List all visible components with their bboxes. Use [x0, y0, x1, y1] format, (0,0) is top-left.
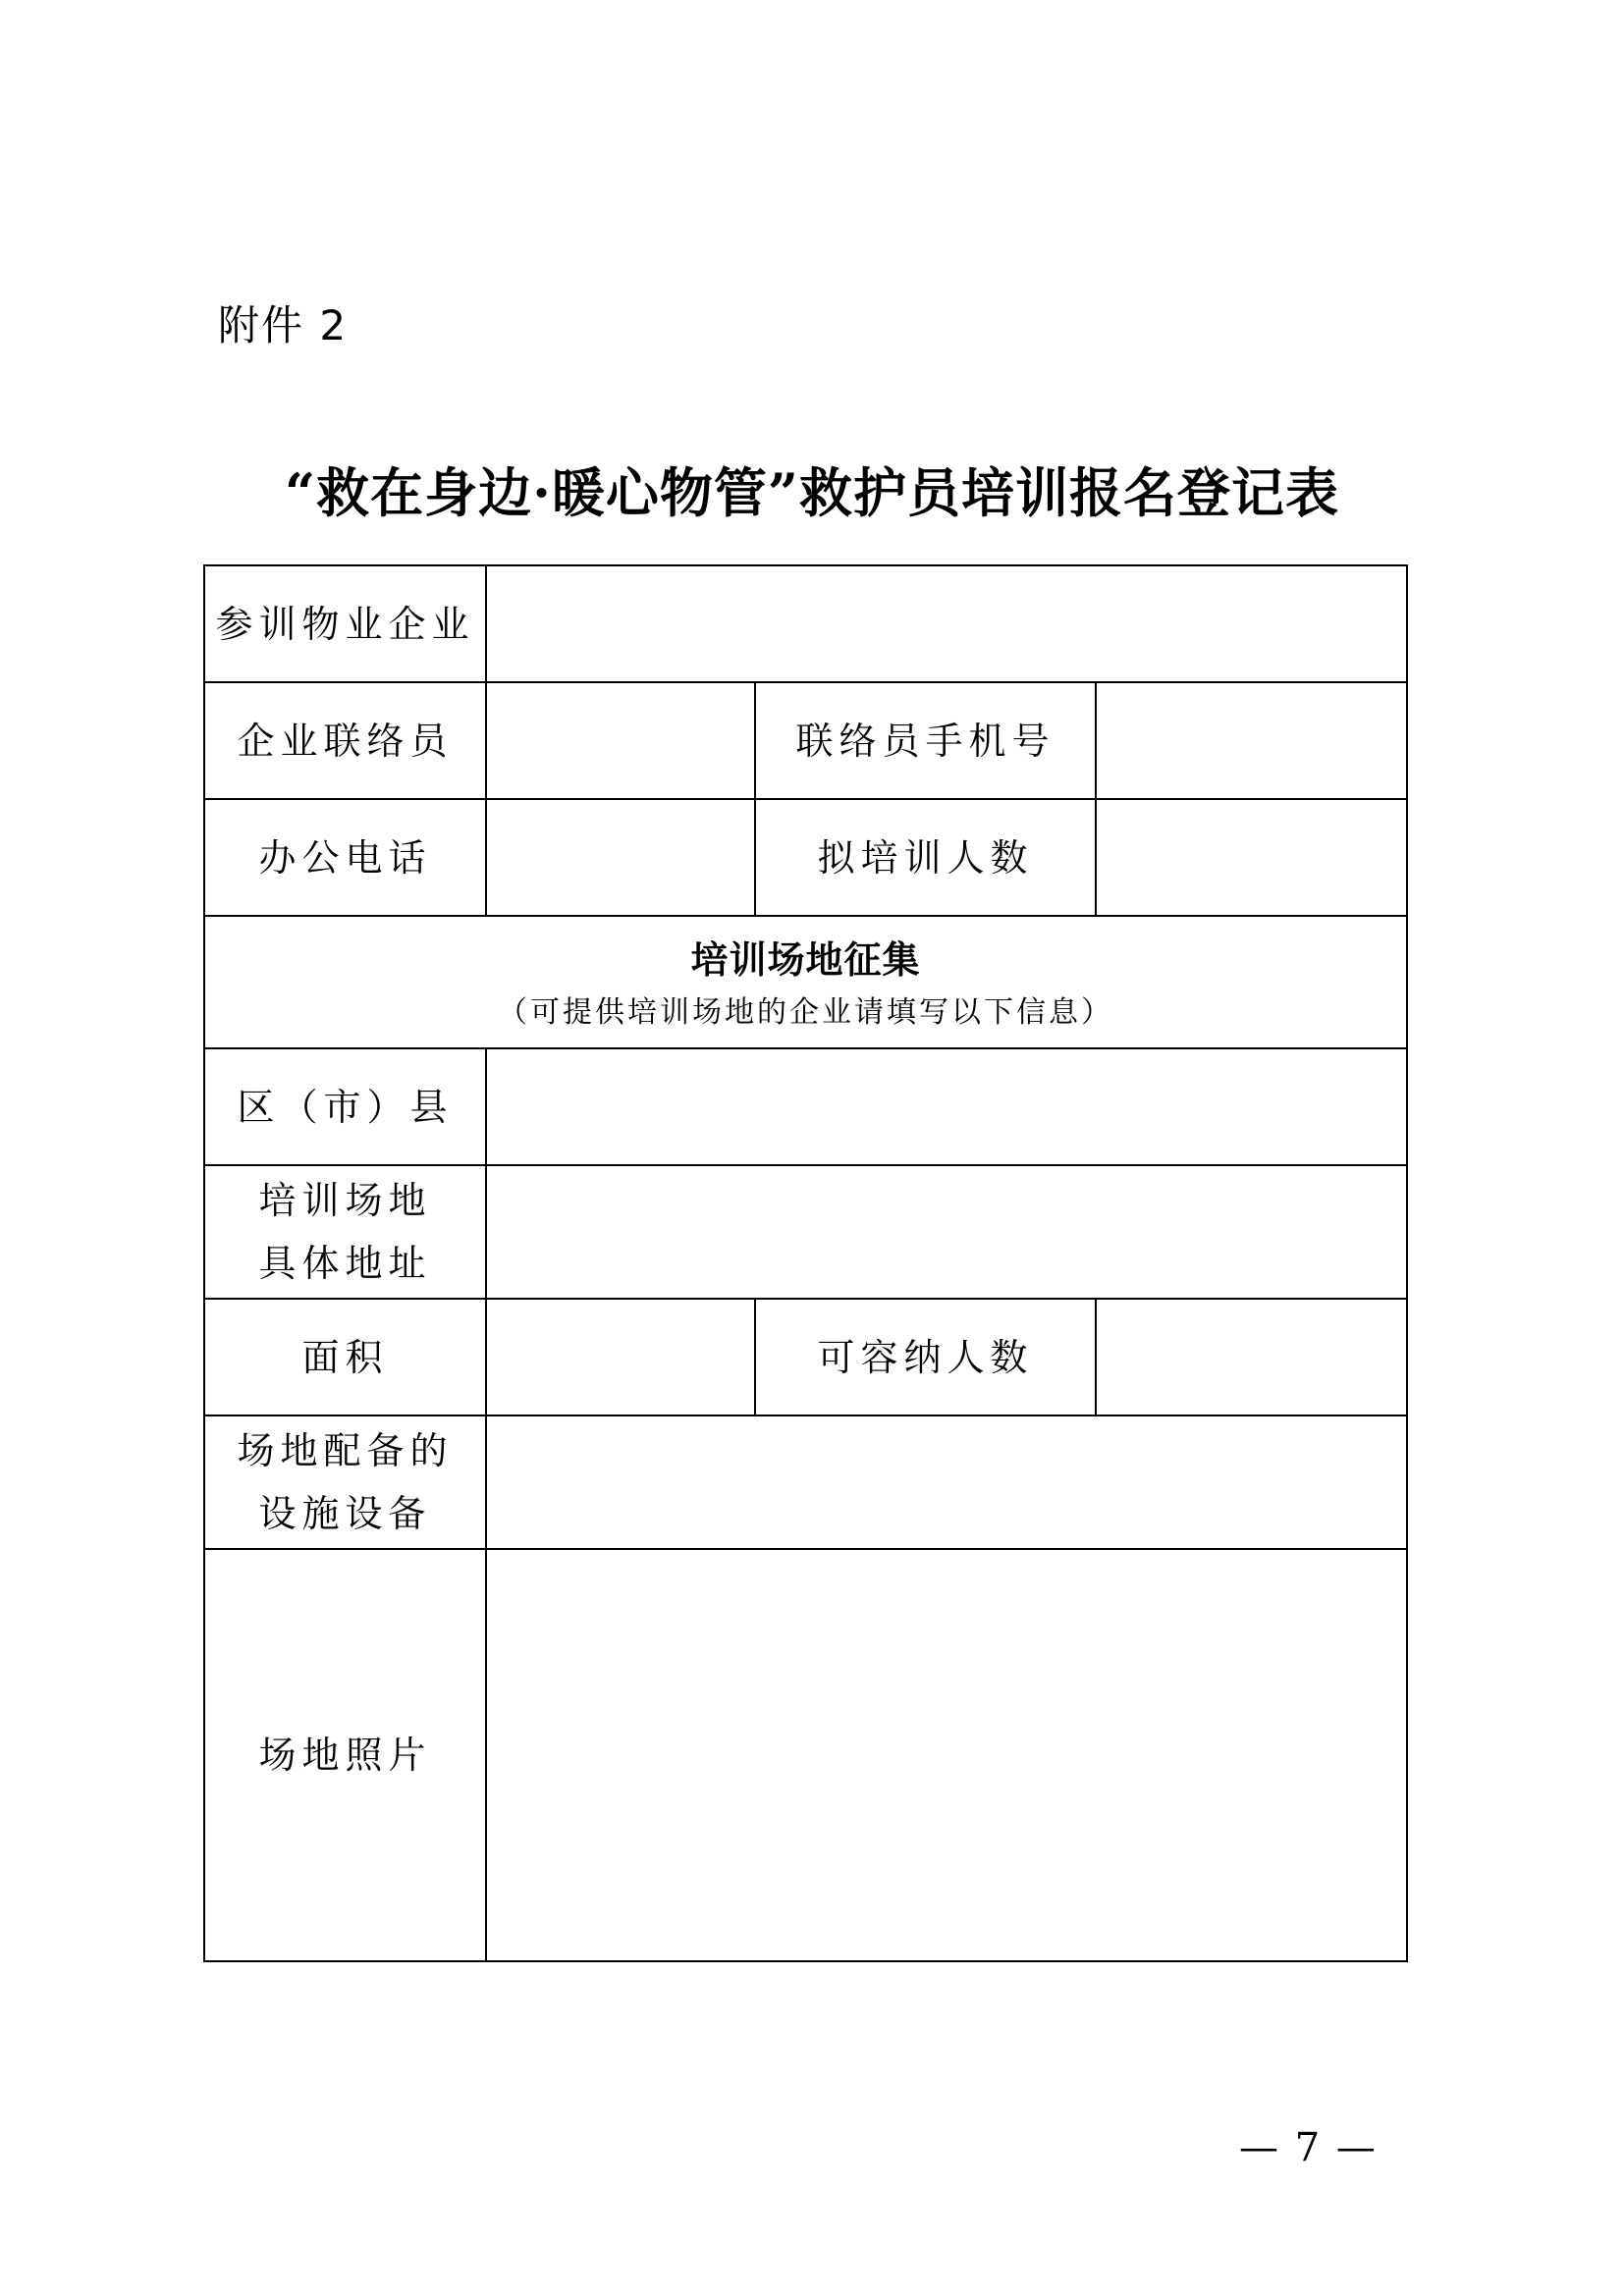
table-row — [204, 1415, 1407, 1549]
photos-field[interactable] — [486, 1549, 1407, 1961]
area-label: 面积 — [204, 1299, 486, 1415]
contact-person-label: 企业联络员 — [204, 682, 486, 799]
contact-person-field[interactable] — [486, 682, 755, 799]
equipment-label-line: 场地配备的 — [237, 1429, 454, 1472]
office-phone-label: 办公电话 — [204, 799, 486, 916]
photos-label: 场地照片 — [204, 1549, 486, 1961]
page-title: “救在身边·暖心物管”救护员培训报名登记表 — [285, 461, 1339, 524]
table-row — [204, 682, 1407, 799]
area-field[interactable] — [486, 1299, 755, 1415]
capacity-label: 可容纳人数 — [755, 1299, 1096, 1415]
attachment-label: 附件 2 — [218, 301, 349, 349]
equipment-label — [204, 1415, 486, 1549]
contact-phone-label: 联络员手机号 — [755, 682, 1096, 799]
equipment-label-line: 设施设备 — [258, 1492, 432, 1535]
venue-section-heading: 培训场地征集 — [690, 937, 921, 982]
venue-section-note: （可提供培训场地的企业请填写以下信息） — [498, 994, 1114, 1030]
table-row — [204, 565, 1407, 682]
address-label-line: 培训场地 — [258, 1179, 432, 1222]
table-row — [204, 1048, 1407, 1165]
capacity-field[interactable] — [1096, 1299, 1407, 1415]
venue-section-header — [204, 916, 1407, 1048]
enterprise-label: 参训物业企业 — [204, 565, 486, 682]
district-label: 区（市）县 — [204, 1048, 486, 1165]
page-number: — 7 — — [1239, 2125, 1378, 2170]
table-row — [204, 1299, 1407, 1415]
district-field[interactable] — [486, 1048, 1407, 1165]
table-row — [204, 1165, 1407, 1299]
registration-form-table — [203, 564, 1408, 1962]
table-row — [204, 1549, 1407, 1961]
trainee-count-field[interactable] — [1096, 799, 1407, 916]
office-phone-field[interactable] — [486, 799, 755, 916]
enterprise-field[interactable] — [486, 565, 1407, 682]
table-row — [204, 799, 1407, 916]
address-label-line: 具体地址 — [258, 1242, 432, 1285]
address-field[interactable] — [486, 1165, 1407, 1299]
address-label — [204, 1165, 486, 1299]
trainee-count-label: 拟培训人数 — [755, 799, 1096, 916]
equipment-field[interactable] — [486, 1415, 1407, 1549]
table-row — [204, 916, 1407, 1048]
contact-phone-field[interactable] — [1096, 682, 1407, 799]
